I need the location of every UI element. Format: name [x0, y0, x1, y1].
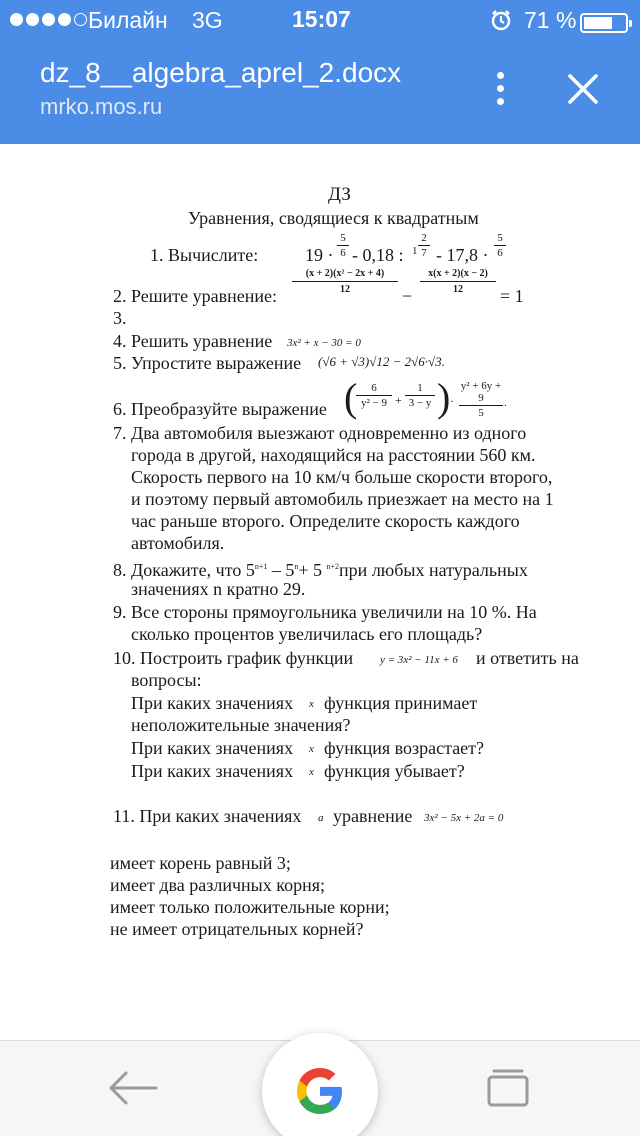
q7-line: час раньше второго. Определите скорость каждого — [131, 511, 520, 531]
question-3: 3. — [113, 308, 127, 328]
q1-part: - 17,8 · — [436, 245, 489, 265]
document-title: dz_8__algebra_aprel_2.docx — [40, 57, 402, 88]
question-4-label: 4. Решить уравнение — [113, 331, 273, 351]
close-icon[interactable] — [566, 72, 600, 106]
q11-condition: не имеет отрицательных корней? — [110, 919, 364, 939]
q10-subquestion: При каких значениях — [131, 738, 294, 758]
carrier-name: Билайн — [88, 7, 168, 33]
q11-condition: имеет два различных корня; — [110, 875, 326, 895]
q9-line: сколько процентов увеличилась его площадь? — [131, 624, 483, 644]
q10-subquestion: При каких значениях — [131, 761, 294, 781]
q10-line: 10. Построить график функции — [113, 648, 354, 668]
alarm-icon — [490, 9, 512, 37]
q11-line: 11. При каких значениях — [113, 806, 302, 826]
q10-subquestion: функция принимает — [324, 693, 478, 713]
tabs-icon[interactable] — [484, 1065, 532, 1111]
q1-part: 19 · — [305, 245, 334, 265]
q10-subquestion: функция убывает? — [324, 761, 465, 781]
battery-icon — [580, 13, 628, 33]
q11-condition: имеет только положительные корни; — [110, 897, 390, 917]
question-6-label: 6. Преобразуйте выражение — [113, 399, 327, 419]
q6-fraction-3: y² + 6y + 9 5 — [460, 380, 502, 419]
q8-line: значениях n кратно 29. — [131, 579, 306, 599]
document-viewer[interactable] — [0, 144, 640, 1044]
q10-subquestion: неположительные значения? — [131, 715, 351, 735]
document-url: mrko.mos.ru — [40, 94, 163, 119]
more-vert-icon[interactable] — [488, 70, 512, 110]
q6-plus: + — [395, 393, 402, 407]
q10-variable: x — [309, 766, 314, 778]
q10-line: вопросы: — [131, 670, 202, 690]
q5-formula: (√6 + √3)√12 − 2√6·√3. — [318, 354, 445, 369]
q11-line: уравнение — [333, 806, 413, 826]
signal-strength-icon — [10, 13, 87, 26]
q2-fraction-left: (x + 2)(x² − 2x + 4) 12 — [292, 268, 398, 296]
q10-formula: y = 3x² − 11x + 6 — [380, 654, 458, 666]
q10-variable: x — [309, 743, 314, 755]
q11-condition: имеет корень равный 3; — [110, 853, 291, 873]
q6-period: . — [504, 397, 507, 409]
status-time: 15:07 — [292, 6, 351, 32]
q2-minus: − — [402, 286, 413, 306]
q10-line: и ответить на — [476, 648, 579, 668]
q6-fraction-2: 1 3 − y — [405, 382, 435, 409]
q1-mixed-int: 1 — [412, 245, 418, 257]
q10-subquestion: функция возрастает? — [324, 738, 485, 758]
q6-right-paren: ) — [437, 375, 451, 420]
question-5-label: 5. Упростите выражение — [113, 353, 302, 373]
question-2-label: 2. Решите уравнение: — [113, 286, 277, 306]
q7-line: автомобиля. — [131, 533, 225, 553]
q2-equals: = 1 — [500, 286, 524, 306]
q9-line: 9. Все стороны прямоугольника увеличили на 10 %. На — [113, 602, 537, 622]
google-g-icon — [290, 1061, 350, 1121]
doc-subtitle: Уравнения, сводящиеся к квадратным — [188, 208, 479, 228]
back-arrow-icon[interactable] — [104, 1063, 160, 1113]
question-1-label: 1. Вычислите: — [150, 245, 259, 265]
q6-left-paren: ( — [344, 375, 358, 420]
q1-fraction: 5 6 — [337, 232, 349, 259]
battery-percent: 71 % — [524, 7, 577, 33]
q6-dot: · — [450, 394, 454, 408]
q10-subquestion: При каких значениях — [131, 693, 294, 713]
google-search-button[interactable] — [262, 1033, 378, 1136]
q2-fraction-right: x(x + 2)(x − 2) 12 — [420, 268, 496, 296]
q7-line: Скорость первого на 10 км/ч больше скорости второго, — [131, 467, 553, 487]
q4-formula: 3x² + x − 30 = 0 — [287, 337, 361, 349]
q10-variable: x — [309, 698, 314, 710]
q6-fraction-1: 6 y² − 9 — [356, 382, 392, 409]
q7-line: 7. Два автомобиля выезжают одновременно из одного — [113, 423, 527, 443]
q11-formula: 3x² − 5x + 2a = 0 — [424, 812, 504, 824]
q7-line: и поэтому первый автомобиль приезжает на место на 1 — [131, 489, 554, 509]
q7-line: города в другой, находящийся на расстоянии 560 км. — [131, 445, 536, 465]
q8-line: 8. Докажите, что $5^{n+1} - 5^n+ 5$ $^{n+2}$при любых натуральных — [113, 560, 528, 580]
bottom-nav-bar — [0, 1040, 640, 1136]
top-bar — [0, 0, 640, 144]
q1-part: - 0,18 : — [352, 245, 404, 265]
q1-fraction: 2 7 — [418, 232, 430, 259]
doc-heading: ДЗ — [328, 184, 351, 205]
status-bar — [0, 0, 640, 40]
network-type: 3G — [192, 7, 223, 33]
q1-fraction: 5 6 — [494, 232, 506, 259]
q11-variable: a — [318, 812, 324, 824]
